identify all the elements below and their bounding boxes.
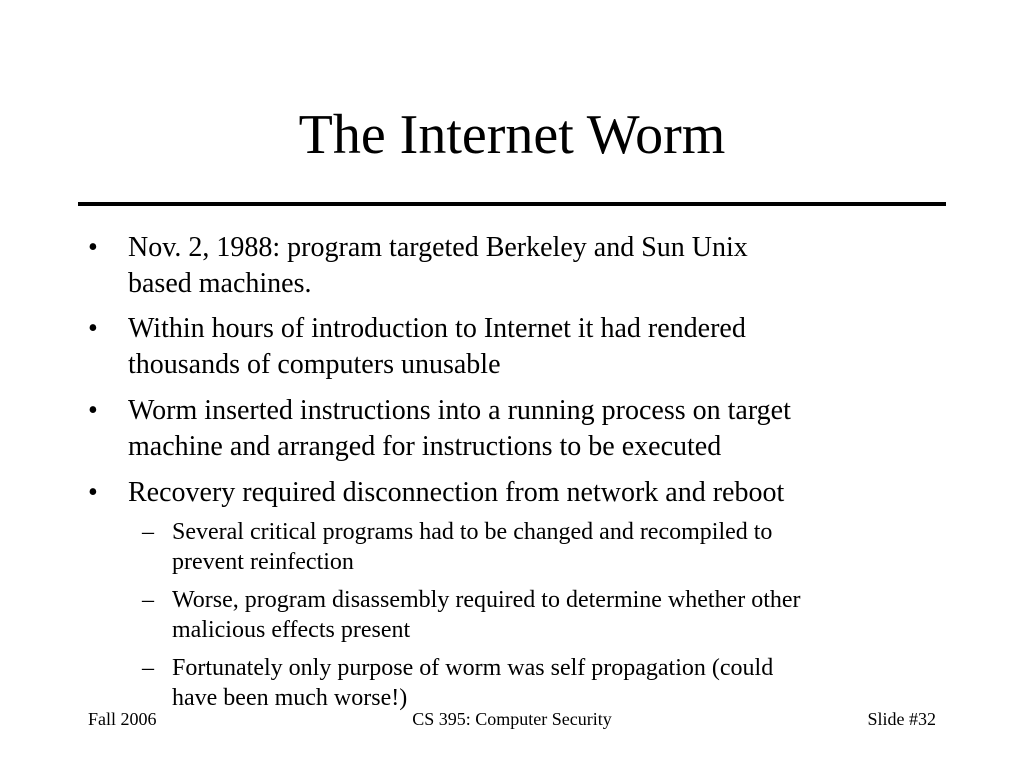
bullet-text: Nov. 2, 1988: program targeted Berkeley and Sun Unix based machines. [128, 232, 748, 299]
bullet-text: Within hours of introduction to Internet it had rendered thousands of computers unusable [128, 313, 746, 380]
sub-bullet-marker: – [142, 519, 154, 545]
sub-bullet-text: Several critical programs had to be changed and recompiled to prevent reinfection [172, 519, 773, 575]
footer-slide-number: Slide #32 [867, 709, 936, 729]
sub-bullet-marker: – [142, 655, 154, 681]
bullet-text: Worm inserted instructions into a running process on target machine and arranged for instructions to be executed [128, 395, 791, 462]
sub-bullet-text: Fortunately only purpose of worm was self propagation (could have been much worse!) [172, 655, 774, 711]
footer-left-term: Fall 2006 [88, 709, 157, 729]
bullet-marker: • [88, 313, 98, 344]
bullet-marker: • [88, 232, 98, 263]
sub-bullet-marker: – [142, 587, 154, 613]
bullet-text: Recovery required disconnection from network and reboot [128, 477, 785, 508]
slide-title: The Internet Worm [298, 104, 726, 166]
footer-course-title: CS 395: Computer Security [412, 709, 612, 729]
bullet-marker: • [88, 477, 98, 508]
sub-bullet-text: Worse, program disassembly required to determine whether other malicious effects present [172, 587, 801, 643]
bullet-marker: • [88, 395, 98, 426]
